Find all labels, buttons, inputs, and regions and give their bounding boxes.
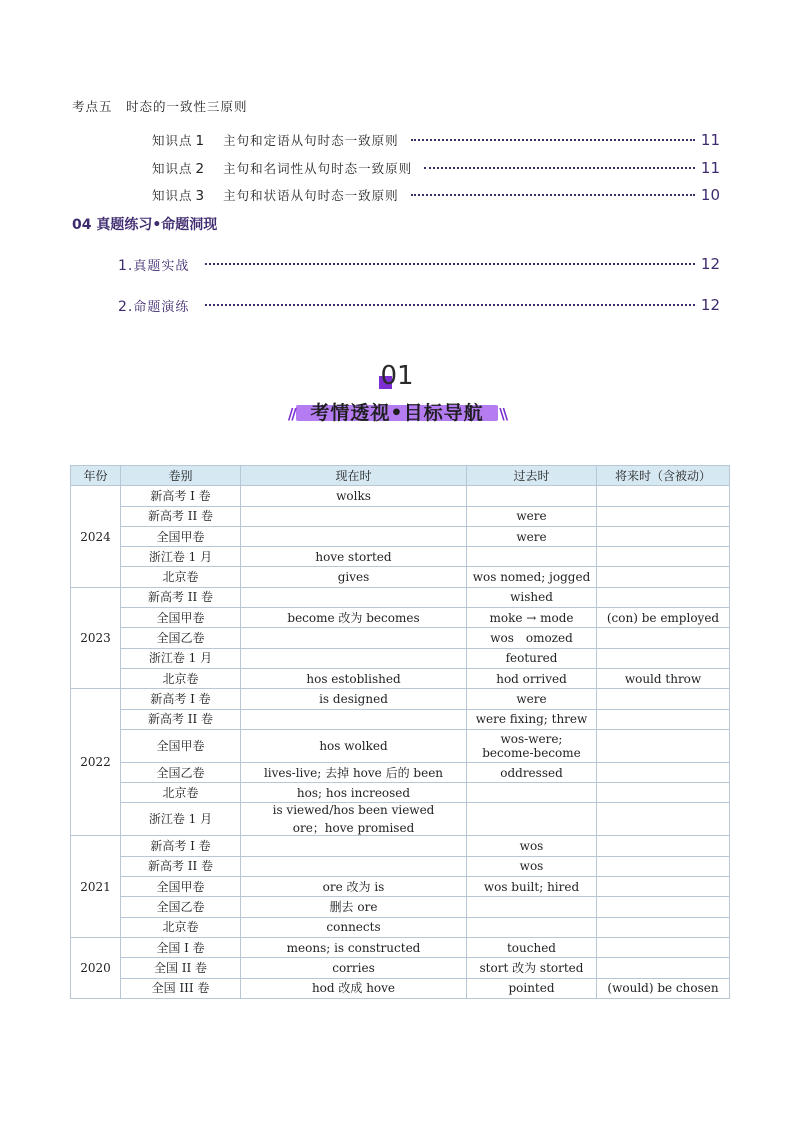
- paper-cell: 新高考 I 卷: [121, 689, 241, 709]
- past-cell: wos: [467, 836, 597, 856]
- paper-cell: 浙江卷 1 月: [121, 547, 241, 567]
- table-row: [71, 506, 730, 526]
- table-row: [71, 668, 730, 688]
- present-cell: [241, 648, 467, 668]
- future-cell: [597, 506, 730, 526]
- toc-item-title: 主句和状语从句时态一致原则: [223, 188, 399, 203]
- present-cell: hos estoblished: [241, 668, 467, 688]
- paper-cell: 浙江卷 1 月: [121, 648, 241, 668]
- toc-sub-title: 真题实战: [133, 258, 190, 274]
- future-cell: [597, 526, 730, 546]
- future-cell: [597, 877, 730, 897]
- present-cell: [241, 628, 467, 648]
- paper-cell: 北京卷: [121, 567, 241, 587]
- table-row: [71, 709, 730, 729]
- future-cell: (con) be employed: [597, 608, 730, 628]
- toc-sub-title: 命题演练: [133, 299, 190, 315]
- past-cell: [467, 917, 597, 937]
- paper-cell: 新高考 II 卷: [121, 506, 241, 526]
- paper-cell: 新高考 I 卷: [121, 486, 241, 506]
- present-cell: hos; hos increosed: [241, 783, 467, 803]
- paper-cell: 全国 I 卷: [121, 937, 241, 957]
- paper-cell: 全国 II 卷: [121, 958, 241, 978]
- toc-sub-page: 12: [700, 296, 720, 314]
- paper-cell: 全国甲卷: [121, 877, 241, 897]
- toc-item-num: 3: [195, 188, 206, 204]
- paper-cell: 全国乙卷: [121, 762, 241, 782]
- future-cell: [597, 783, 730, 803]
- present-cell: hos wolked: [241, 729, 467, 762]
- future-cell: [597, 689, 730, 709]
- past-cell: moke → mode: [467, 608, 597, 628]
- present-cell: gives: [241, 567, 467, 587]
- paper-cell: 北京卷: [121, 668, 241, 688]
- future-cell: [597, 628, 730, 648]
- year-cell: 2024: [71, 486, 121, 587]
- future-cell: [597, 709, 730, 729]
- year-cell: 2020: [71, 937, 121, 998]
- section-number: 01: [380, 361, 414, 391]
- cell-line: wos-were;: [500, 731, 563, 746]
- toc-section-5[interactable]: 考点五 时态的一致性三原则: [72, 99, 248, 114]
- present-cell: [241, 526, 467, 546]
- present-cell: meons; is constructed: [241, 937, 467, 957]
- table-row: [71, 937, 730, 957]
- past-cell: pointed: [467, 978, 597, 998]
- col-header-present: 现在时: [241, 466, 467, 486]
- paper-cell: 全国甲卷: [121, 608, 241, 628]
- table-row: [71, 958, 730, 978]
- table-row: [71, 856, 730, 876]
- table-header-row: [71, 466, 730, 486]
- table-row: [71, 628, 730, 648]
- paper-cell: 新高考 I 卷: [121, 836, 241, 856]
- past-cell: were: [467, 526, 597, 546]
- section-title-text: 考情透视•目标导航: [310, 402, 484, 424]
- present-cell: [241, 709, 467, 729]
- past-cell: were: [467, 506, 597, 526]
- col-header-year: 年份: [71, 466, 121, 486]
- table-row: [71, 608, 730, 628]
- cell-line: become-become: [482, 745, 581, 760]
- present-cell: ore 改为 is: [241, 877, 467, 897]
- present-cell: [241, 856, 467, 876]
- future-cell: [597, 958, 730, 978]
- past-cell: wos: [467, 856, 597, 876]
- table-row: [71, 836, 730, 856]
- paper-cell: 全国 III 卷: [121, 978, 241, 998]
- paper-cell: 北京卷: [121, 917, 241, 937]
- toc-item-prefix: 知识点: [152, 188, 193, 203]
- col-header-future: 将来时（含被动）: [597, 466, 730, 486]
- table-row: [71, 729, 730, 762]
- toc-sub-num: 2.: [118, 298, 134, 315]
- present-cell: [241, 506, 467, 526]
- tense-exam-table: [70, 465, 730, 999]
- past-cell: wos nomed; jogged: [467, 567, 597, 587]
- right-slash-deco: \\: [499, 405, 507, 423]
- toc-sub-num: 1.: [118, 257, 134, 274]
- future-cell: [597, 803, 730, 836]
- table-row: [71, 648, 730, 668]
- future-cell: [597, 762, 730, 782]
- present-cell: [241, 587, 467, 607]
- paper-cell: 全国甲卷: [121, 526, 241, 546]
- paper-cell: 全国乙卷: [121, 897, 241, 917]
- present-cell: become 改为 becomes: [241, 608, 467, 628]
- paper-cell: 新高考 II 卷: [121, 856, 241, 876]
- year-cell: 2022: [71, 689, 121, 836]
- table-row: [71, 486, 730, 506]
- past-cell: stort 改为 storted: [467, 958, 597, 978]
- toc-sub-1[interactable]: [118, 254, 720, 274]
- present-cell: wolks: [241, 486, 467, 506]
- future-cell: [597, 897, 730, 917]
- past-cell: touched: [467, 937, 597, 957]
- left-slash-deco: //: [287, 405, 295, 423]
- past-cell: wos omozed: [467, 628, 597, 648]
- table-row: [71, 978, 730, 998]
- cell-line: ore；hove promised: [292, 821, 415, 836]
- future-cell: [597, 937, 730, 957]
- toc-item-2[interactable]: [152, 159, 720, 177]
- toc-item-prefix: 知识点: [152, 161, 193, 176]
- past-cell: hod orrived: [467, 668, 597, 688]
- toc-item-page: 11: [700, 131, 720, 149]
- present-cell: lives-live; 去掉 hove 后的 been: [241, 762, 467, 782]
- present-cell: hod 改成 hove: [241, 978, 467, 998]
- section-title: [0, 398, 794, 425]
- toc-item-1[interactable]: [152, 131, 720, 149]
- toc-item-page: 11: [700, 159, 720, 177]
- toc-item-title: 主句和定语从句时态一致原则: [223, 133, 399, 148]
- future-cell: would throw: [597, 668, 730, 688]
- paper-cell: 北京卷: [121, 783, 241, 803]
- past-cell: oddressed: [467, 762, 597, 782]
- toc-leader-dots: [411, 139, 695, 141]
- future-cell: [597, 917, 730, 937]
- paper-cell: 全国甲卷: [121, 729, 241, 762]
- future-cell: [597, 567, 730, 587]
- toc-item-page: 10: [700, 186, 720, 204]
- past-cell: [467, 897, 597, 917]
- past-cell: [467, 783, 597, 803]
- col-header-paper: 卷别: [121, 466, 241, 486]
- toc-leader-dots: [411, 194, 695, 196]
- present-cell: hove storted: [241, 547, 467, 567]
- future-cell: [597, 648, 730, 668]
- table-row: [71, 526, 730, 546]
- toc-item-num: 2: [195, 161, 206, 177]
- future-cell: (would) be chosen: [597, 978, 730, 998]
- present-cell: corries: [241, 958, 467, 978]
- future-cell: [597, 836, 730, 856]
- present-cell: [241, 803, 467, 836]
- toc-leader-dots: [424, 167, 695, 169]
- paper-cell: 全国乙卷: [121, 628, 241, 648]
- toc-leader-dots: [205, 304, 695, 306]
- future-cell: [597, 547, 730, 567]
- past-cell: wos built; hired: [467, 877, 597, 897]
- past-cell: were fixing; threw: [467, 709, 597, 729]
- toc-section-4[interactable]: 04 真题练习•命题洞现: [72, 217, 218, 233]
- table-row: [71, 897, 730, 917]
- past-cell: [467, 729, 597, 762]
- present-cell: connects: [241, 917, 467, 937]
- col-header-past: 过去时: [467, 466, 597, 486]
- table-row: [71, 547, 730, 567]
- past-cell: wished: [467, 587, 597, 607]
- table-row: [71, 567, 730, 587]
- past-cell: [467, 803, 597, 836]
- table-row: [71, 587, 730, 607]
- past-cell: were: [467, 689, 597, 709]
- present-cell: 删去 ore: [241, 897, 467, 917]
- toc-sub-page: 12: [700, 255, 720, 273]
- table-row: [71, 783, 730, 803]
- present-cell: is designed: [241, 689, 467, 709]
- table-row: [71, 689, 730, 709]
- year-cell: 2023: [71, 587, 121, 688]
- cell-line: is viewed/hos been viewed: [272, 803, 435, 818]
- toc-leader-dots: [205, 263, 695, 265]
- table-row: [71, 877, 730, 897]
- toc-item-num: 1: [195, 133, 206, 149]
- future-cell: [597, 729, 730, 762]
- toc-sub-2[interactable]: [118, 295, 720, 315]
- present-cell: [241, 836, 467, 856]
- paper-cell: 浙江卷 1 月: [121, 803, 241, 836]
- table-row: [71, 762, 730, 782]
- paper-cell: 新高考 II 卷: [121, 587, 241, 607]
- future-cell: [597, 856, 730, 876]
- toc-item-prefix: 知识点: [152, 133, 193, 148]
- table-row: [71, 917, 730, 937]
- future-cell: [597, 587, 730, 607]
- toc-item-title: 主句和名词性从句时态一致原则: [223, 161, 413, 176]
- paper-cell: 新高考 II 卷: [121, 709, 241, 729]
- past-cell: [467, 547, 597, 567]
- table-row: [71, 803, 730, 836]
- year-cell: 2021: [71, 836, 121, 937]
- past-cell: [467, 486, 597, 506]
- table-body: [71, 486, 730, 999]
- past-cell: feotured: [467, 648, 597, 668]
- toc-item-3[interactable]: [152, 186, 720, 204]
- future-cell: [597, 486, 730, 506]
